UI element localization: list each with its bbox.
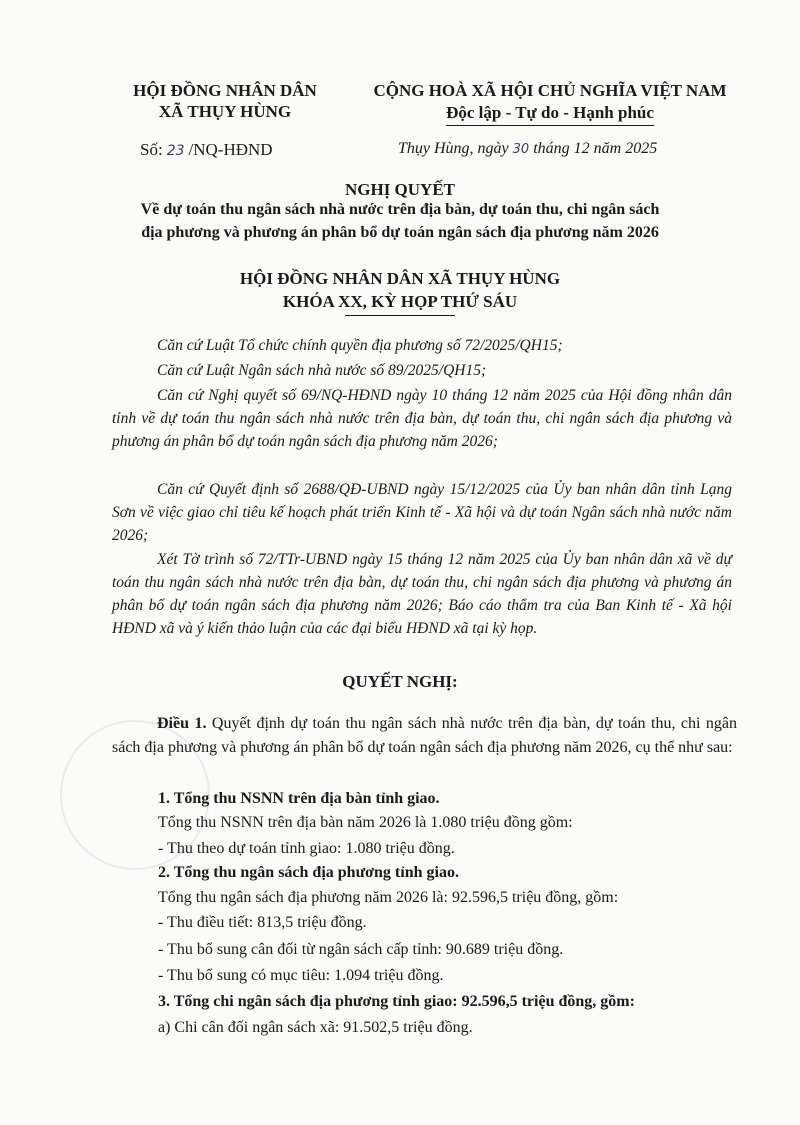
section-2-line-3: - Thu bổ sung cân đối từ ngân sách cấp tỉnh: 90.689 triệu đồng. [158,941,564,958]
section-2-line-2: - Thu điều tiết: 813,5 triệu đồng. [158,914,367,931]
document-type: NGHỊ QUYẾT [344,180,456,199]
issuing-organization [120,80,330,122]
subject-line-1: Về dự toán thu ngân sách nhà nước trên địa bàn, dự toán thu, chi ngân sách [140,201,660,218]
section-1-line-1: Tổng thu NSNN trên địa bàn năm 2026 là 1.080 triệu đồng gồm: [158,814,573,831]
date-prefix: Thụy Hùng, ngày [398,140,509,157]
legal-basis-3: Căn cứ Nghị quyết số 69/NQ-HĐND ngày 10 tháng 12 năm 2025 của Hội đồng nhân dân tỉnh về dự toán thu ngân sách nhà nước trên địa bàn, dự toán thu, chi ngân sách địa phương và phương án phân bổ dự toán ngân sách địa phương năm 2026; [112,387,732,450]
place-and-date [398,140,657,158]
subject-line-2: địa phương và phương án phân bổ dự toán ngân sách địa phương năm 2026 [141,224,659,241]
article-1 [112,712,737,760]
article-1-label: Điều 1. [157,715,207,732]
org-line-2: XÃ THỤY HÙNG [158,102,292,121]
section-1-line-2: - Thu theo dự toán tỉnh giao: 1.080 triệu đồng. [158,840,455,857]
resolve-heading: QUYẾT NGHỊ: [342,672,458,691]
so-label: Số: [140,140,163,159]
so-suffix: /NQ-HĐND [188,140,273,159]
country-name: CỘNG HOÀ XÃ HỘI CHỦ NGHĨA VIỆT NAM [373,81,727,100]
national-motto: Độc lập - Tự do - Hạnh phúc [446,102,654,126]
legal-basis-4: Căn cứ Quyết định số 2688/QĐ-UBND ngày 15/12/2025 của Ủy ban nhân dân tỉnh Lạng Sơn về việc giao chỉ tiêu kế hoạch phát triển Kinh tế - Xã hội và dự toán Ngân sách nhà nước năm 2026; [112,481,732,544]
legal-basis-1: Căn cứ Luật Tổ chức chính quyền địa phương số 72/2025/QH15; [157,337,563,354]
legal-basis-2: Căn cứ Luật Ngân sách nhà nước số 89/2025/QH15; [157,362,487,379]
section-3-heading: 3. Tổng chi ngân sách địa phương tỉnh giao: 92.596,5 triệu đồng, gồm: [158,993,635,1010]
document-number [140,140,273,160]
section-2-line-4: - Thu bổ sung có mục tiêu: 1.094 triệu đồng. [158,967,444,984]
date-day-handwritten: 30 [512,142,530,157]
section-1-heading: 1. Tổng thu NSNN trên địa bàn tỉnh giao. [158,790,440,807]
section-2-line-1: Tổng thu ngân sách địa phương năm 2026 là: 92.596,5 triệu đồng, gồm: [158,889,619,906]
national-title [360,80,740,126]
so-number-handwritten: 23 [166,143,185,159]
council-name: HỘI ĐỒNG NHÂN DÂN XÃ THỤY HÙNG [239,269,561,288]
council-session: KHÓA XX, KỲ HỌP THỨ SÁU [282,292,518,311]
date-suffix: tháng 12 năm 2025 [533,140,658,157]
org-line-1: HỘI ĐỒNG NHÂN DÂN [133,81,317,100]
title-separator [345,315,455,316]
section-3-line-1: a) Chi cân đối ngân sách xã: 91.502,5 triệu đồng. [158,1019,473,1036]
legal-basis-5: Xét Tờ trình số 72/TTr-UBND ngày 15 tháng 12 năm 2025 của Ủy ban nhân dân xã về dự toán thu ngân sách nhà nước trên địa bàn, dự toán thu, chi ngân sách địa phương và phương án phân bổ dự toán ngân sách địa phương năm 2026; Báo cáo thẩm tra của Ban Kinh tế - Xã hội HĐND xã và ý kiến thảo luận của các đại biểu HĐND xã tại kỳ họp. [112,551,732,637]
section-2-heading: 2. Tổng thu ngân sách địa phương tỉnh giao. [158,864,459,881]
article-1-text: Quyết định dự toán thu ngân sách nhà nước trên địa bàn, dự toán thu, chi ngân sách địa phương và phương án phân bổ dự toán ngân sách địa phương năm 2026, cụ thể như sau: [112,715,737,756]
